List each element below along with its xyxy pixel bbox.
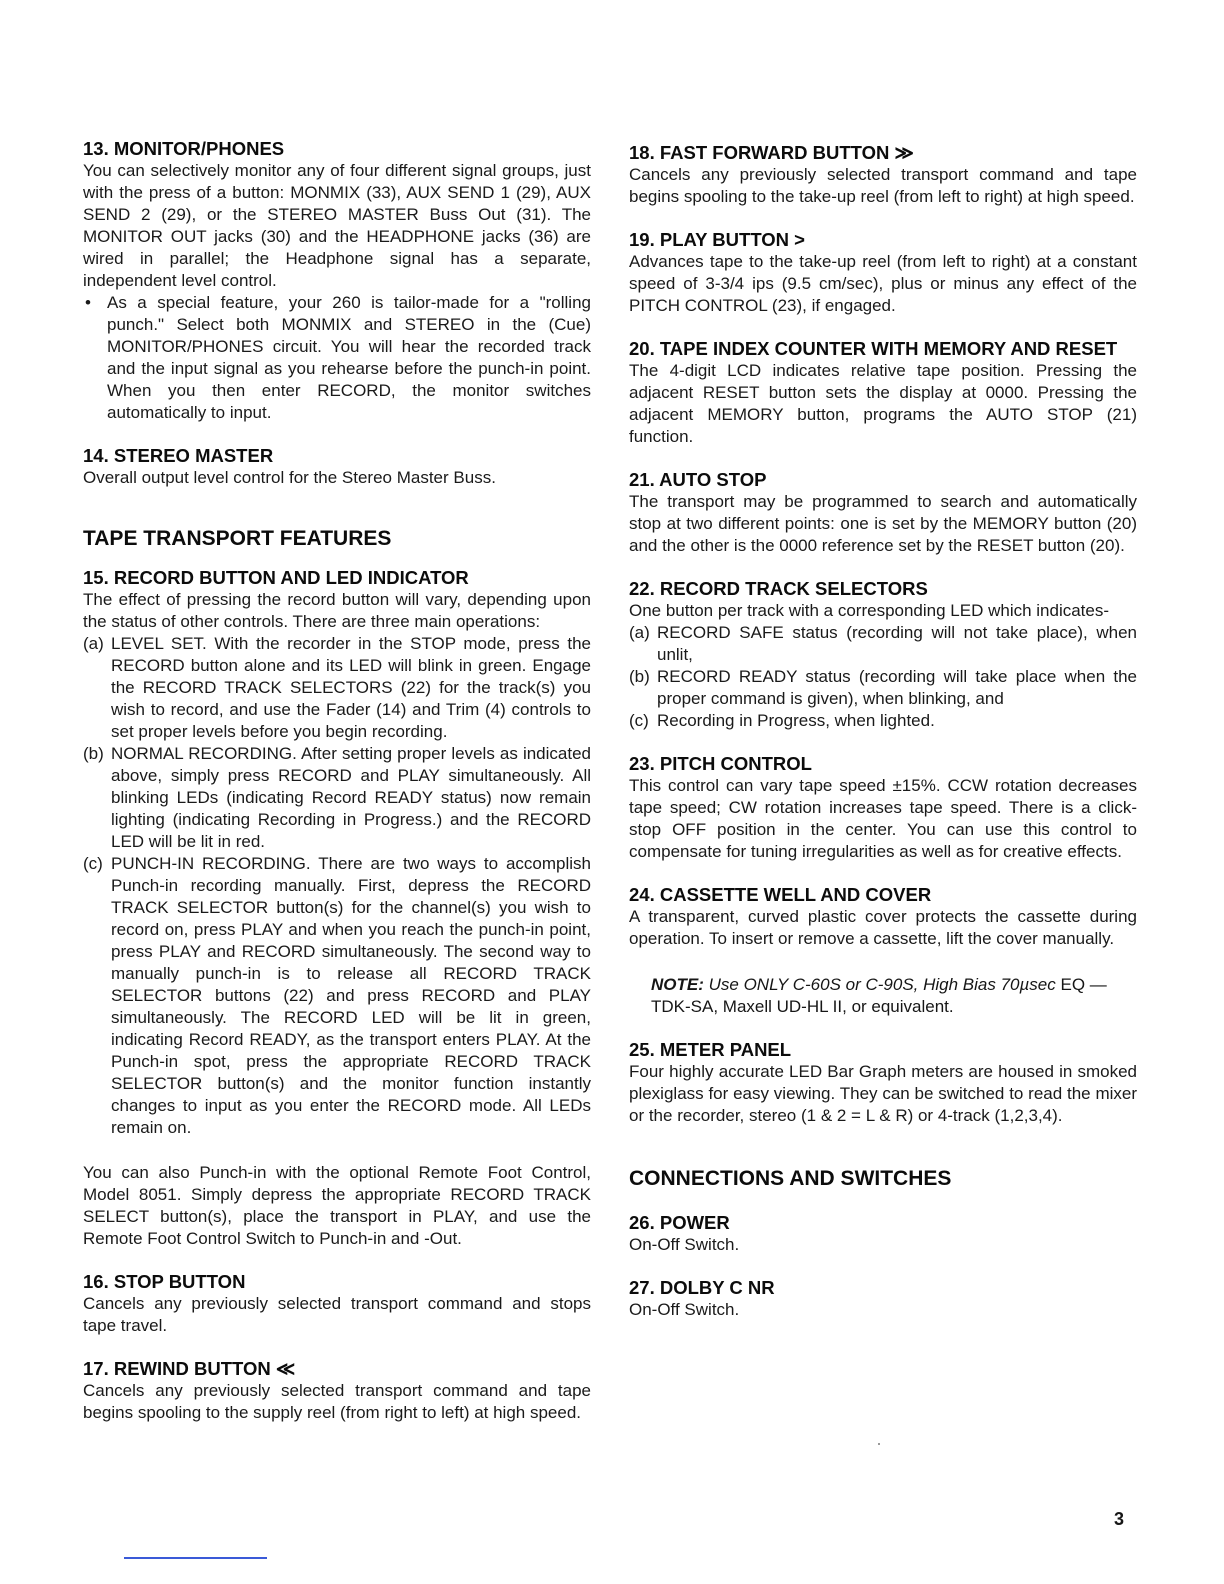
section-body: The effect of pressing the record button will vary, depending upon the status of other controls. There are three main operations: xyxy=(83,590,591,631)
bullet-dot-icon: • xyxy=(85,293,91,312)
section-13-monitor-phones xyxy=(83,138,591,424)
list-text: RECORD READY status (recording will take place when the proper command is given), when blinking, and xyxy=(657,667,1137,708)
list-text: NORMAL RECORDING. After setting proper levels as indicated above, simply press RECORD and PLAY simultaneously. All blinking LEDs (indicating Record READY status) now remain lighting (indicating Recording in Progress.) and the RECORD LED will be lit in red. xyxy=(111,744,591,851)
section-title: 27. DOLBY C NR xyxy=(629,1277,775,1298)
section-27-dolby-c-nr xyxy=(629,1277,1137,1321)
section-body: This control can vary tape speed ±15%. CCW rotation decreases tape speed; CW rotation increases tape speed. There is a click-stop OFF position in the center. You can use this control to compensate for tuning irregularities as well as for creative effects. xyxy=(629,776,1137,861)
bullet-list xyxy=(83,292,591,424)
operations-list xyxy=(83,633,591,1139)
section-body: Cancels any previously selected transport command and stops tape travel. xyxy=(83,1294,591,1335)
list-text: PUNCH-IN RECORDING. There are two ways to accomplish Punch-in recording manually. First, depress the RECORD TRACK SELECTOR button(s) for the channel(s) you wish to record on, press PLAY and when you reach the punch-in point, press PLAY and RECORD simultaneously. The second way to manually punch-in is to release all RECORD TRACK SELECTOR buttons (22) and press RECORD and PLAY simultaneously. The RECORD LED will be lit in green, indicating Record READY, as the transport enters PLAY. At the Punch-in spot, press the appropriate RECORD TRACK SELECTOR button(s) and the monitor function instantly changes to input as you enter the RECORD mode. All LEDs remain on. xyxy=(111,854,591,1137)
section-18-fast-forward xyxy=(629,142,1137,208)
list-item xyxy=(629,622,1137,666)
section-body: One button per track with a corresponding LED which indicates- xyxy=(629,601,1110,620)
section-body: Overall output level control for the Stereo Master Buss. xyxy=(83,468,496,487)
section-title: 16. STOP BUTTON xyxy=(83,1271,246,1292)
tape-transport-heading: TAPE TRANSPORT FEATURES xyxy=(83,527,392,550)
section-title: 26. POWER xyxy=(629,1212,730,1233)
section-body: Advances tape to the take-up reel (from left to right) at a constant speed of 3-3/4 ips (9.5 cm/sec), plus or minus any effect of the PITCH CONTROL (23), if engaged. xyxy=(629,252,1137,315)
section-title: 23. PITCH CONTROL xyxy=(629,753,812,774)
section-21-auto-stop xyxy=(629,469,1137,557)
note-block xyxy=(629,974,1137,1018)
section-body-after: You can also Punch-in with the optional Remote Foot Control, Model 8051. Simply depress the appropriate RECORD TRACK SELECT button(s), place the transport in PLAY, and use the Remote Foot Control Switch to Punch-in and -Out. xyxy=(83,1163,591,1248)
section-23-pitch-control xyxy=(629,753,1137,863)
footer-rule xyxy=(124,1557,267,1559)
section-title: 17. REWIND BUTTON ≪ xyxy=(83,1358,296,1379)
section-body: Cancels any previously selected transport command and tape begins spooling to the supply reel (from right to left) at high speed. xyxy=(83,1381,591,1422)
list-item xyxy=(629,710,1137,732)
status-list xyxy=(629,622,1137,732)
section-body: Cancels any previously selected transport command and tape begins spooling to the take-up reel (from left to right) at high speed. xyxy=(629,165,1137,206)
section-26-power xyxy=(629,1212,1137,1256)
list-marker: (b) xyxy=(629,667,650,686)
section-title: 24. CASSETTE WELL AND COVER xyxy=(629,884,932,905)
section-body: On-Off Switch. xyxy=(629,1235,740,1254)
section-15-record-button xyxy=(83,567,591,1250)
list-marker: (c) xyxy=(83,854,103,873)
section-14-stereo-master xyxy=(83,445,591,489)
section-title: 21. AUTO STOP xyxy=(629,469,767,490)
section-title: 19. PLAY BUTTON > xyxy=(629,229,805,250)
right-column xyxy=(629,138,1137,1321)
section-20-tape-index-counter xyxy=(629,338,1137,448)
list-text: Recording in Progress, when lighted. xyxy=(657,711,935,730)
section-title: 25. METER PANEL xyxy=(629,1039,792,1060)
list-text: RECORD SAFE status (recording will not take place), when unlit, xyxy=(657,623,1137,664)
list-item xyxy=(83,633,591,743)
note-label: NOTE: xyxy=(651,975,704,994)
bullet-text: As a special feature, your 260 is tailor-made for a "rolling punch." Select both MONMIX and STEREO in the (Cue) MONITOR/PHONES circuit. You will hear the recorded track and the input signal as you rehearse before the punch-in point. When you then enter RECORD, the monitor switches automatically to input. xyxy=(107,293,591,422)
scan-speck xyxy=(878,1443,880,1445)
section-title: 13. MONITOR/PHONES xyxy=(83,138,285,159)
section-title: 14. STEREO MASTER xyxy=(83,445,274,466)
section-title: 20. TAPE INDEX COUNTER WITH MEMORY AND RESET xyxy=(629,338,1118,359)
list-marker: (a) xyxy=(629,623,650,642)
list-text: LEVEL SET. With the recorder in the STOP mode, press the RECORD button alone and its LED will blink in green. Engage the RECORD TRACK SELECTORS (22) for the track(s) you wish to record, and use the Fader (14) and Trim (4) controls to set proper levels before you begin recording. xyxy=(111,634,591,741)
list-item xyxy=(629,666,1137,710)
page-number: 3 xyxy=(1114,1509,1125,1529)
section-17-rewind-button xyxy=(83,1358,591,1424)
section-title: 15. RECORD BUTTON AND LED INDICATOR xyxy=(83,567,469,588)
section-25-meter-panel xyxy=(629,1039,1137,1127)
section-body: A transparent, curved plastic cover protects the cassette during operation. To insert or remove a cassette, lift the cover manually. xyxy=(629,907,1137,948)
section-title: 22. RECORD TRACK SELECTORS xyxy=(629,578,928,599)
note-italic-text: Use ONLY C-60S or C-90S, High Bias 70µsec xyxy=(708,975,1056,994)
section-body: On-Off Switch. xyxy=(629,1300,740,1319)
bullet-item xyxy=(83,292,591,424)
section-body: Four highly accurate LED Bar Graph meters are housed in smoked plexiglass for easy viewing. They can be switched to read the mixer or the recorder, stereo (1 & 2 = L & R) or 4-track (1,2,3,4). xyxy=(629,1062,1137,1125)
list-marker: (b) xyxy=(83,744,104,763)
connections-heading: CONNECTIONS AND SWITCHES xyxy=(629,1167,952,1190)
section-24-cassette-well xyxy=(629,884,1137,950)
section-body: You can selectively monitor any of four different signal groups, just with the press of a button: MONMIX (33), AUX SEND 1 (29), AUX SEND 2 (29), or the STEREO MASTER Buss Out (31). The MONITOR OUT jacks (30) and the HEADPHONE jacks (36) are wired in parallel; the Headphone signal has a separate, independent level control. xyxy=(83,161,591,290)
section-body: The 4-digit LCD indicates relative tape position. Pressing the adjacent RESET button sets the display at 0000. Pressing the adjacent MEMORY button, programs the AUTO STOP (21) function. xyxy=(629,361,1137,446)
list-marker: (a) xyxy=(83,634,104,653)
section-22-record-track-selectors xyxy=(629,578,1137,732)
list-marker: (c) xyxy=(629,711,649,730)
left-column xyxy=(83,138,591,1424)
section-title: 18. FAST FORWARD BUTTON ≫ xyxy=(629,142,914,163)
note-text: EQ — TDK-SA, Maxell UD-HL II, or equivalent. xyxy=(651,975,1107,1016)
list-item xyxy=(83,743,591,853)
section-16-stop-button xyxy=(83,1271,591,1337)
section-19-play-button xyxy=(629,229,1137,317)
section-body: The transport may be programmed to search and automatically stop at two different points: one is set by the MEMORY button (20) and the other is the 0000 reference set by the RESET button (20). xyxy=(629,492,1137,555)
list-item xyxy=(83,853,591,1139)
